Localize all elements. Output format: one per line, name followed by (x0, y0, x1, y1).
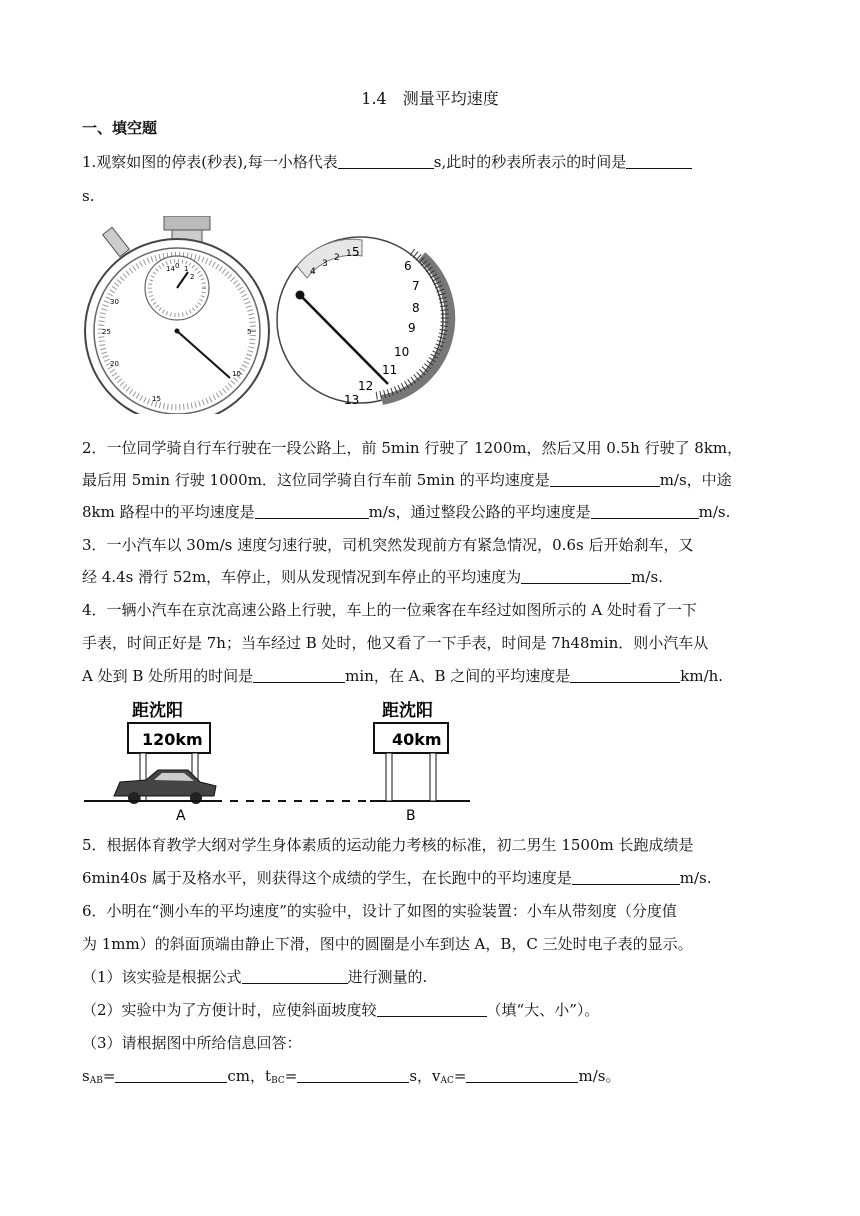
s-subscript: AB (89, 1076, 103, 1086)
q3-text-b: m/s. (631, 568, 663, 586)
answer-blank-8[interactable] (570, 668, 680, 683)
answer-blank-14[interactable] (466, 1068, 578, 1083)
zoom-number: 7 (412, 279, 420, 293)
answer-blank-2[interactable] (626, 154, 692, 169)
q6-part2-text-a: （2）实验中为了方便计时，应使斜面坡度较 (82, 1001, 377, 1019)
q2-line1: 2．一位同学骑自行车行驶在一段公路上，前 5min 行驶了 1200m，然后又用 0.5h 行驶了 8km， (82, 439, 743, 457)
outer-number: 15 (152, 395, 161, 403)
q2-text-c: 8km 路程中的平均速度是 (82, 503, 255, 521)
zoom-small-number: 1 (346, 249, 352, 259)
car-wheel (128, 792, 140, 804)
q1-line1 (82, 152, 780, 172)
answer-blank-5[interactable] (591, 504, 699, 519)
subdial-number: 2 (190, 273, 195, 281)
page-title: 1.4 测量平均速度 (361, 89, 499, 108)
q6-part1-text-a: （1）该实验是根据公式 (82, 968, 242, 986)
zoom-number: 8 (412, 301, 420, 315)
t-unit: s，v (409, 1067, 441, 1085)
sign-b-distance: 40km (392, 730, 442, 749)
answer-blank-4[interactable] (255, 504, 369, 519)
outer-number: 30 (110, 298, 119, 306)
q2-text-a: 最后用 5min 行驶 1000m．这位同学骑自行车前 5min 的平均速度是 (82, 471, 550, 489)
answer-blank-10[interactable] (242, 969, 348, 984)
road-figure (84, 696, 474, 820)
q4-text-a: A 处到 B 处所用的时间是 (82, 667, 254, 685)
answer-blank-13[interactable] (297, 1068, 409, 1083)
car-wheel (190, 792, 202, 804)
q4-line1: 4．一辆小汽车在京沈高速公路上行驶，车上的一位乘客在车经过如图所示的 A 处时看了一下 (82, 601, 697, 619)
zoom-small-number: 3 (322, 259, 328, 269)
subdial-number: 14 (166, 265, 175, 273)
q6-part3: （3）请根据图中所给信息回答： (82, 1034, 302, 1052)
answer-blank-11[interactable] (377, 1002, 487, 1017)
q5-line2 (82, 868, 780, 888)
sign-b-header: 距沈阳 (382, 701, 433, 721)
answer-blank-7[interactable] (253, 668, 345, 683)
sign-b-post (430, 753, 436, 801)
q6-part1 (82, 967, 780, 987)
sign-a-header: 距沈阳 (132, 701, 183, 721)
answer-blank-3[interactable] (550, 472, 660, 487)
point-b-label: B (406, 808, 416, 820)
q6-answers: $s_{AB}=$ cm，$t_{BC}= s$，$v_{AC}= m/s$。 (82, 1067, 621, 1086)
zoom-number: 6 (404, 259, 412, 273)
q6-part1-text-b: 进行测量的. (347, 968, 428, 986)
q4-line3 (82, 666, 780, 686)
stopwatch-figure (82, 216, 472, 414)
q4-text-c: km/h. (680, 667, 724, 685)
zoom-small-number: 2 (334, 253, 340, 263)
q1-text-a: 1.观察如图的停表(秒表),每一小格代表 (82, 153, 338, 171)
stopwatch-button (103, 227, 130, 256)
zoom-number: 10 (394, 345, 410, 359)
q2-text-b: m/s，中途 (659, 471, 732, 489)
q1-text-b: s,此时的秒表所表示的时间是 (433, 153, 627, 171)
sign-a-distance: 120km (142, 730, 203, 749)
point-a-label: A (176, 808, 186, 820)
q2-text-e: m/s. (698, 503, 731, 521)
zoom-number: 13 (344, 393, 360, 407)
q1-line2: s. (82, 187, 95, 205)
answer-blank-6[interactable] (521, 569, 631, 584)
outer-number: 10 (232, 370, 241, 378)
subdial-number: 1 (184, 265, 189, 273)
v-subscript: AC (440, 1076, 454, 1086)
zoom-number: 11 (382, 363, 398, 377)
outer-number: 20 (110, 360, 119, 368)
q3-line1: 3．一小汽车以 30m/s 速度匀速行驶，司机突然发现前方有紧急情况，0.6s 后开始刹车，又 (82, 536, 694, 554)
q6-part2-text-b: （填“大、小”）。 (486, 1001, 600, 1019)
sign-b-post (386, 753, 392, 801)
s-symbol: s (82, 1067, 90, 1085)
q5-text-b: m/s. (679, 869, 712, 887)
hand-pivot (175, 329, 180, 334)
q3-line2 (82, 567, 780, 587)
zoom-number: 9 (408, 321, 416, 335)
zoom-number: 12 (358, 379, 374, 393)
zoom-hand-pivot (296, 291, 305, 300)
t-subscript: BC (271, 1076, 285, 1086)
q3-text-a: 经 4.4s 滑行 52m，车停止，则从发现情况到车停止的平均速度为 (82, 568, 522, 586)
q2-text-d: m/s，通过整段公路的平均速度是 (368, 503, 591, 521)
q4-text-b: min，在 A、B 之间的平均速度是 (345, 667, 571, 685)
answer-blank-1[interactable] (338, 154, 434, 169)
v-unit: m/s。 (578, 1067, 621, 1085)
q6-line1: 6．小明在“测小车的平均速度”的实验中，设计了如图的实验装置：小车从带刻度（分度值 (82, 902, 677, 920)
q6-line2: 为 1mm）的斜面顶端由静止下滑，图中的圆圈是小车到达 A，B，C 三处时电子表的显示。 (82, 935, 693, 953)
q2-line2 (82, 470, 780, 490)
q4-line2: 手表，时间正好是 7h；当车经过 B 处时，他又看了一下手表，时间是 7h48min．则小汽车从 (82, 634, 709, 652)
answer-blank-9[interactable] (572, 870, 680, 885)
section-heading: 一、填空题 (82, 119, 158, 137)
zoom-number: 5 (352, 245, 360, 259)
q5-text-a: 6min40s 属于及格水平，则获得这个成绩的学生，在长跑中的平均速度是 (82, 869, 572, 887)
answer-blank-12[interactable] (115, 1068, 227, 1083)
s-unit: cm，t (227, 1067, 272, 1085)
q2-line3 (82, 502, 780, 522)
outer-number: 25 (102, 328, 111, 336)
outer-number: 5 (247, 328, 252, 336)
zoom-small-number: 4 (310, 267, 316, 277)
q6-part2 (82, 1000, 780, 1020)
subdial-number: 0 (175, 262, 180, 270)
stopwatch-crown (164, 216, 210, 230)
q5-line1: 5．根据体育教学大纲对学生身体素质的运动能力考核的标准，初二男生 1500m 长跑成绩是 (82, 836, 694, 854)
